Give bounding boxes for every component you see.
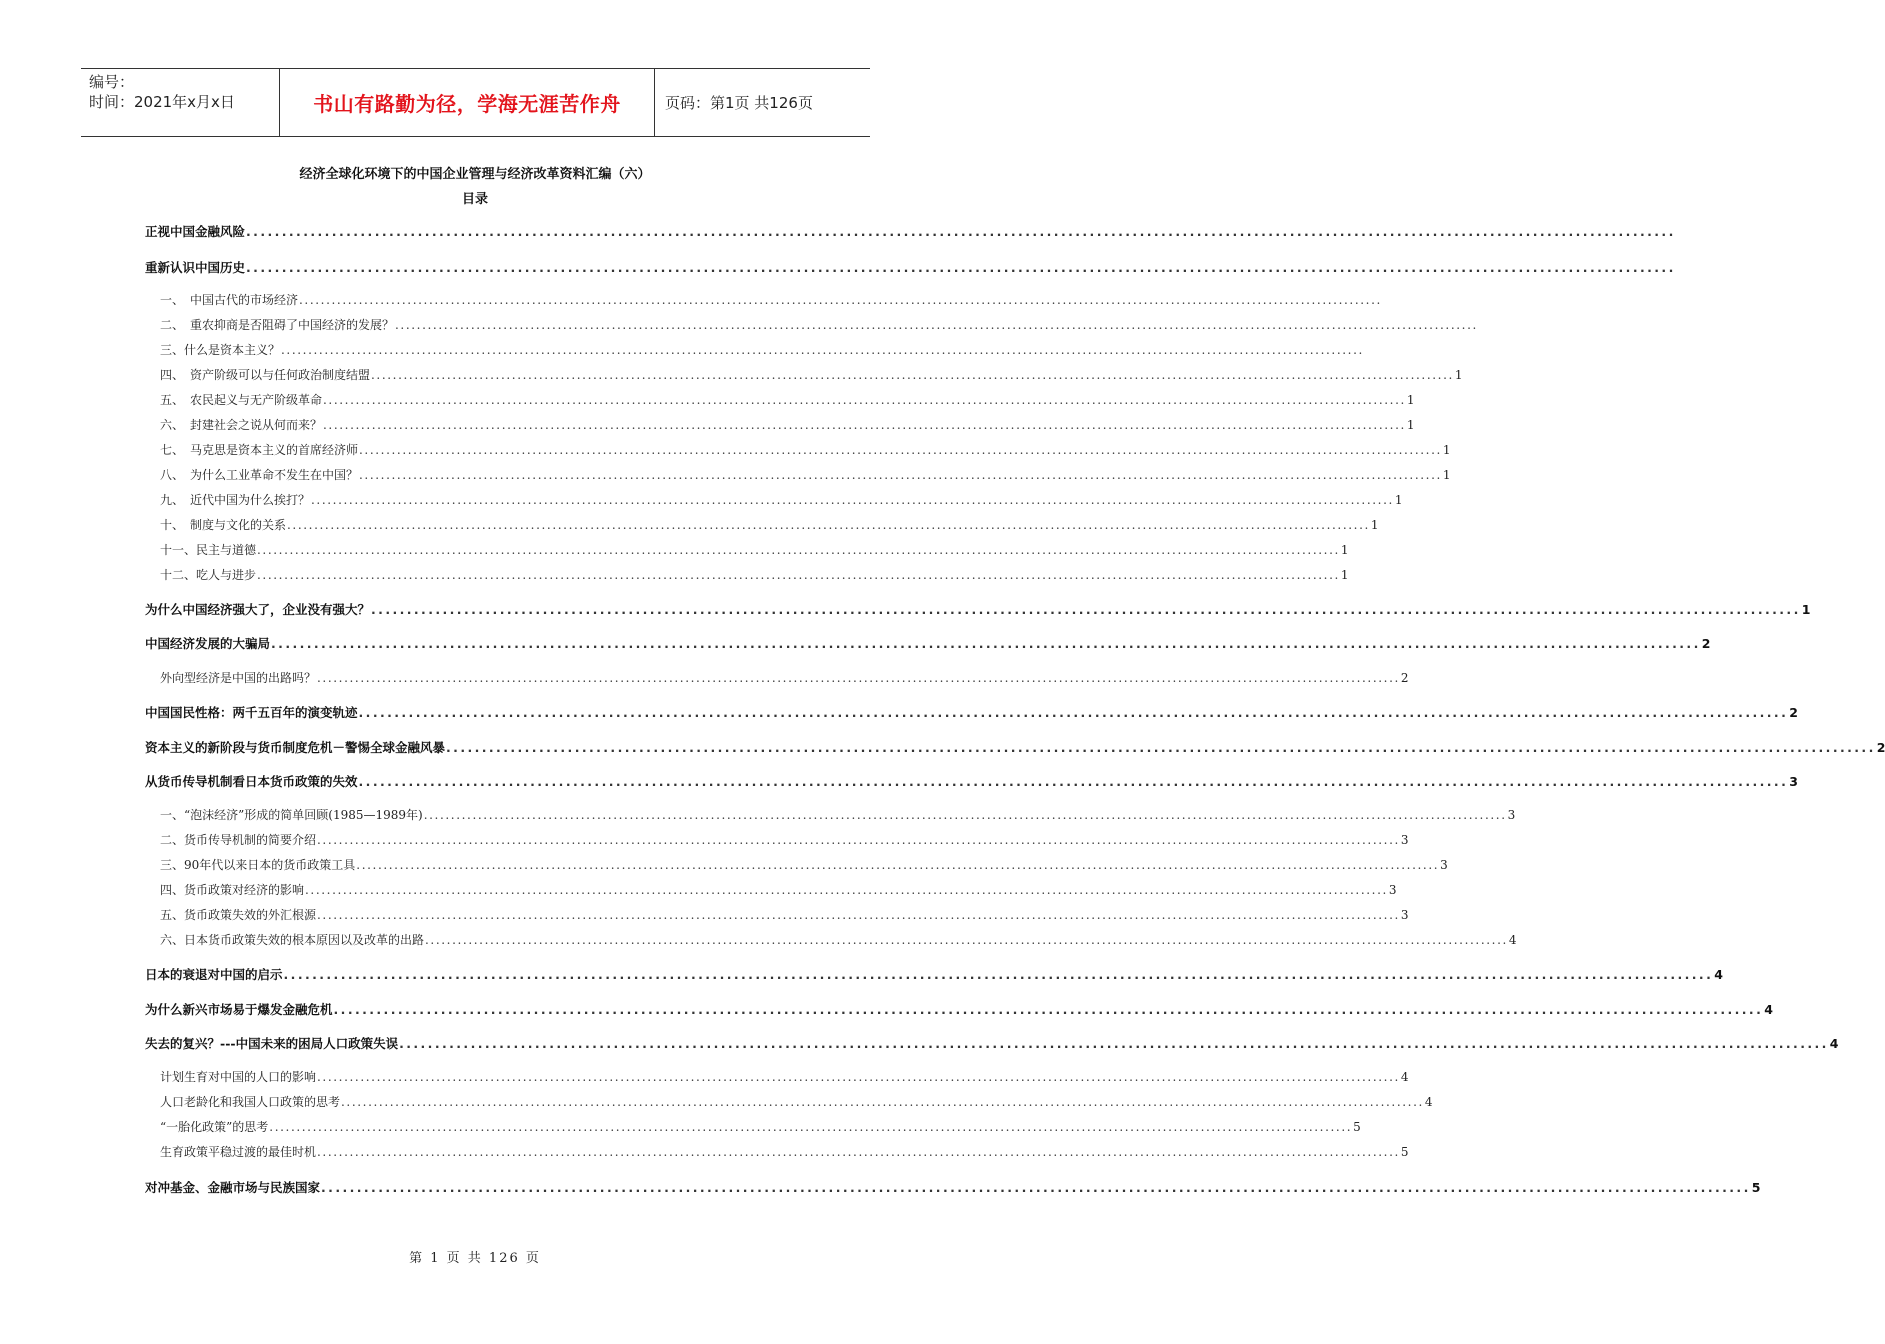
toc-entry-title: 中国国民性格：两千五百年的演变轨迹 — [145, 705, 358, 720]
toc-entry[interactable] — [145, 1178, 1761, 1196]
toc-entry[interactable] — [145, 738, 1885, 756]
toc-leader-dots: ........................................................................................................................................................................................................ — [358, 774, 1789, 789]
toc-entry-title: 三、什么是资本主义？ — [160, 343, 281, 357]
toc-entry-title: 日本的衰退对中国的启示 — [145, 967, 283, 982]
toc-entry-title: 资本主义的新阶段与货币制度危机－警惕全球金融风暴 — [145, 740, 446, 755]
toc-page-number: 1 — [1394, 493, 1403, 507]
toc-leader-dots: ........................................................................................................................................................................................................ — [317, 1145, 1400, 1159]
toc-leader-dots: ........................................................................................................................................................................................................ — [317, 671, 1400, 685]
toc-subentry[interactable] — [160, 806, 1516, 824]
toc-entry[interactable] — [145, 222, 1676, 240]
toc-subentry[interactable] — [160, 1093, 1433, 1111]
header-slogan: 书山有路勤为径，学海无涯苦作舟 — [280, 69, 655, 136]
toc-leader-dots: ........................................................................................................................................................................................................ — [287, 518, 1370, 532]
toc-leader-dots: ........................................................................................................................................................................................................ — [399, 1036, 1829, 1051]
toc-entry-title: 六、 封建社会之说从何而来？ — [160, 418, 323, 432]
toc-subentry[interactable] — [160, 291, 1382, 309]
toc-page-number: 4 — [1508, 933, 1517, 947]
toc-entry-title: 对冲基金、金融市场与民族国家 — [145, 1180, 321, 1195]
toc-subentry[interactable] — [160, 391, 1415, 409]
toc-entry-title: 为什么新兴市场易于爆发金融危机 — [145, 1002, 333, 1017]
toc-entry-title: 八、 为什么工业革命不发生在中国？ — [160, 468, 359, 482]
toc-subentry[interactable] — [160, 516, 1379, 534]
toc-leader-dots: ........................................................................................................................................................................................................ — [423, 808, 1507, 822]
toc-entry-title: 十二、吃人与进步 — [160, 568, 257, 582]
toc-page-number: 1 — [1454, 368, 1463, 382]
toc-page-number: 1 — [1801, 602, 1811, 617]
toc-subentry[interactable] — [160, 669, 1409, 687]
toc-leader-dots: ........................................................................................................................................................................................................ — [371, 368, 1454, 382]
toc-page-number: 3 — [1507, 808, 1516, 822]
toc-leader-dots: ........................................................................................................................................................................................................ — [317, 1070, 1400, 1084]
toc-entry-title: 四、 资产阶级可以与任何政治制度结盟 — [160, 368, 371, 382]
toc-page-number: 2 — [1876, 740, 1885, 755]
toc-entry-title: 为什么中国经济强大了，企业没有强大？ — [145, 602, 371, 617]
toc-entry-title: 人口老龄化和我国人口政策的思考 — [160, 1095, 341, 1109]
toc-entry[interactable] — [145, 1034, 1839, 1052]
toc-subentry[interactable] — [160, 1118, 1361, 1136]
toc-leader-dots: ........................................................................................................................................................................................................ — [395, 318, 1478, 332]
toc-page-number: 5 — [1353, 1120, 1361, 1134]
toc-subentry[interactable] — [160, 466, 1451, 484]
toc-page-number: 4 — [1829, 1036, 1839, 1051]
toc-leader-dots: ........................................................................................................................................................................................................ — [359, 468, 1442, 482]
toc-page-number: 1 — [1340, 568, 1349, 582]
toc-leader-dots: ........................................................................................................................................................................................................ — [356, 858, 1440, 872]
document-title: 经济全球化环境下的中国企业管理与经济改革资料汇编（六） — [299, 167, 651, 182]
toc-entry[interactable] — [145, 634, 1711, 652]
toc-entry-title: 正视中国金融风险 — [145, 224, 246, 239]
toc-subentry[interactable] — [160, 1068, 1409, 1086]
toc-page-number: 2 — [1400, 671, 1409, 685]
toc-subentry[interactable] — [160, 1143, 1409, 1161]
toc-entry-title: 外向型经济是中国的出路吗？ — [160, 671, 317, 685]
toc-subentry[interactable] — [160, 416, 1415, 434]
toc-leader-dots: ........................................................................................................................................................................................................ — [321, 1180, 1751, 1195]
toc-leader-dots: ........................................................................................................................................................................................................ — [446, 740, 1876, 755]
toc-entry-title: 四、货币政策对经济的影响 — [160, 883, 305, 897]
toc-page-number: 4 — [1424, 1095, 1433, 1109]
toc-leader-dots: ........................................................................................................................................................................................................ — [371, 602, 1801, 617]
toc-subentry[interactable] — [160, 366, 1463, 384]
toc-entry-title: 二、货币传导机制的简要介绍 — [160, 833, 317, 847]
toc-leader-dots: ........................................................................................................................................................................................................ — [317, 908, 1400, 922]
toc-subentry[interactable] — [160, 341, 1364, 359]
toc-leader-dots: ........................................................................................................................................................................................................ — [358, 705, 1789, 720]
toc-entry-title: 三、90年代以来日本的货币政策工具 — [160, 858, 356, 872]
number-label: 编号： — [89, 73, 135, 91]
toc-entry-title: 中国经济发展的大骗局 — [145, 636, 271, 651]
toc-subentry[interactable] — [160, 831, 1409, 849]
toc-leader-dots: ........................................................................................................................................................................................................ — [257, 543, 1340, 557]
toc-leader-dots: ........................................................................................................................................................................................................ — [269, 1120, 1353, 1134]
toc-leader-dots: ........................................................................................................................................................................................................ — [257, 568, 1340, 582]
toc-entry[interactable] — [145, 703, 1798, 721]
toc-page-number: 3 — [1400, 908, 1409, 922]
toc-leader-dots: ........................................................................................................................................................................................................ — [299, 293, 1382, 307]
toc-page-number: 5 — [1751, 1180, 1761, 1195]
toc-page-number: 1 — [1442, 443, 1451, 457]
toc-subentry[interactable] — [160, 881, 1397, 899]
toc-leader-dots: ........................................................................................................................................................................................................ — [323, 393, 1406, 407]
toc-page-number: 3 — [1388, 883, 1397, 897]
toc-leader-dots: ........................................................................................................................................................................................................ — [317, 833, 1400, 847]
toc-subentry[interactable] — [160, 856, 1448, 874]
toc-entry-title: 五、 农民起义与无产阶级革命 — [160, 393, 323, 407]
toc-entry-title: 二、 重农抑商是否阻碍了中国经济的发展？ — [160, 318, 395, 332]
toc-entry-title: 五、货币政策失效的外汇根源 — [160, 908, 317, 922]
toc-leader-dots: ........................................................................................................................................................................................................ — [305, 883, 1388, 897]
toc-entry-title: 十一、民主与道德 — [160, 543, 257, 557]
toc-page-number: 2 — [1789, 705, 1798, 720]
toc-entry-title: 十、 制度与文化的关系 — [160, 518, 287, 532]
toc-subentry[interactable] — [160, 491, 1403, 509]
toc-entry-title: 九、 近代中国为什么挨打？ — [160, 493, 311, 507]
toc-page-number: 4 — [1400, 1070, 1409, 1084]
time-label: 时间：2021年x月x日 — [89, 93, 235, 111]
toc-leader-dots: ........................................................................................................................................................................................................ — [425, 933, 1508, 947]
toc-entry[interactable] — [145, 600, 1811, 618]
toc-leader-dots: ........................................................................................................................................................................................................ — [359, 443, 1442, 457]
toc-entry[interactable] — [145, 1000, 1773, 1018]
toc-title: 目录 — [461, 192, 488, 207]
toc-subentry[interactable] — [160, 906, 1409, 924]
toc-entry-title: “一胎化政策”的思考 — [160, 1120, 269, 1134]
toc-leader-dots: ........................................................................................................................................................................................................ — [311, 493, 1394, 507]
toc-subentry[interactable] — [160, 566, 1349, 584]
toc-page-number: 1 — [1370, 518, 1379, 532]
toc-entry[interactable] — [145, 965, 1723, 983]
toc-entry-title: 一、“泡沫经济”形成的简单回顾(1985—1989年) — [160, 808, 423, 822]
toc-page-number: 3 — [1440, 858, 1448, 872]
toc-entry-title: 重新认识中国历史 — [145, 260, 246, 275]
toc-leader-dots: ........................................................................................................................................................................................................ — [246, 224, 1676, 239]
toc-page-number: 3 — [1400, 833, 1409, 847]
toc-page-number: 1 — [1406, 418, 1415, 432]
toc-page-number: 5 — [1400, 1145, 1409, 1159]
toc-entry-title: 从货币传导机制看日本货币政策的失效 — [145, 774, 358, 789]
toc-leader-dots: ........................................................................................................................................................................................................ — [341, 1095, 1424, 1109]
toc-page-number: 4 — [1764, 1002, 1773, 1017]
page-footer: 第 1 页 共 126 页 — [409, 1251, 541, 1266]
toc-entry-title: 六、日本货币政策失效的根本原因以及改革的出路 — [160, 933, 425, 947]
toc-page-number: 1 — [1406, 393, 1415, 407]
toc-subentry[interactable] — [160, 316, 1478, 334]
toc-page-number: 4 — [1714, 967, 1723, 982]
toc-entry[interactable] — [145, 258, 1676, 276]
toc-page-number: 1 — [1340, 543, 1349, 557]
toc-subentry[interactable] — [160, 931, 1517, 949]
toc-leader-dots: ........................................................................................................................................................................................................ — [271, 636, 1701, 651]
toc-leader-dots: ........................................................................................................................................................................................................ — [281, 343, 1364, 357]
toc-page-number: 1 — [1442, 468, 1451, 482]
toc-leader-dots: ........................................................................................................................................................................................................ — [246, 260, 1676, 275]
toc-page-number: 3 — [1789, 774, 1798, 789]
toc-subentry[interactable] — [160, 441, 1451, 459]
toc-leader-dots: ........................................................................................................................................................................................................ — [283, 967, 1714, 982]
toc-page-number: 2 — [1701, 636, 1711, 651]
toc-leader-dots: ........................................................................................................................................................................................................ — [333, 1002, 1764, 1017]
toc-leader-dots: ........................................................................................................................................................................................................ — [323, 418, 1406, 432]
toc-subentry[interactable] — [160, 541, 1349, 559]
toc-entry[interactable] — [145, 772, 1798, 790]
header-page-info: 页码：第1页 共126页 — [665, 94, 813, 112]
toc-entry-title: 生育政策平稳过渡的最佳时机 — [160, 1145, 317, 1159]
toc-entry-title: 失去的复兴？---中国未来的困局人口政策失误 — [145, 1036, 399, 1051]
toc-entry-title: 七、 马克思是资本主义的首席经济师 — [160, 443, 359, 457]
toc-entry-title: 计划生育对中国的人口的影响 — [160, 1070, 317, 1084]
toc-entry-title: 一、 中国古代的市场经济 — [160, 293, 299, 307]
